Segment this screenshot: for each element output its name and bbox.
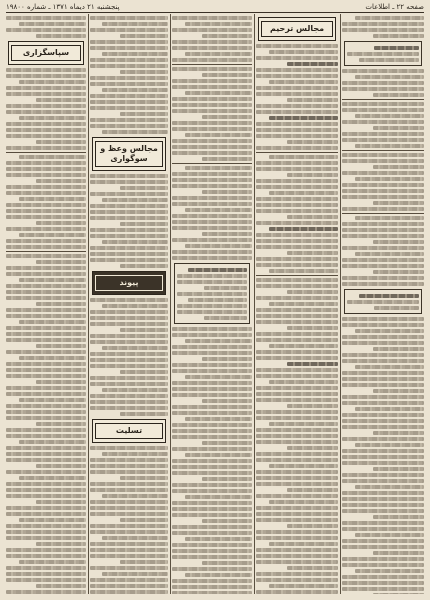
notice-box [344, 289, 422, 314]
column-rule [170, 14, 171, 594]
notice-box [174, 263, 250, 324]
column-3 [172, 14, 252, 594]
column-rule [254, 14, 255, 594]
column-5 [6, 14, 86, 594]
notice-box [344, 41, 422, 66]
column-4 [90, 14, 168, 594]
section-header-peyvand: پیوند [92, 271, 166, 295]
section-header-sepasgozari: سپاسگزاری [8, 41, 84, 65]
masthead [6, 3, 424, 13]
column-rule [340, 14, 341, 594]
column-2 [256, 14, 338, 594]
column-1 [342, 14, 424, 594]
column-rule [88, 14, 89, 594]
section-header-tarhim: مجالس ترحیم [258, 17, 336, 41]
section-header-tasliat: تسلیت [92, 419, 166, 443]
section-header-vaz: مجالس وعظ و سوگواری [92, 137, 166, 171]
issue-line: پنجشنبه ۲۱ دیماه ۱۳۷۱ ـ شماره ۱۹۸۰۰ [6, 3, 120, 11]
page-label: صفحه ۲۲ ـ اطلاعات [365, 3, 424, 11]
